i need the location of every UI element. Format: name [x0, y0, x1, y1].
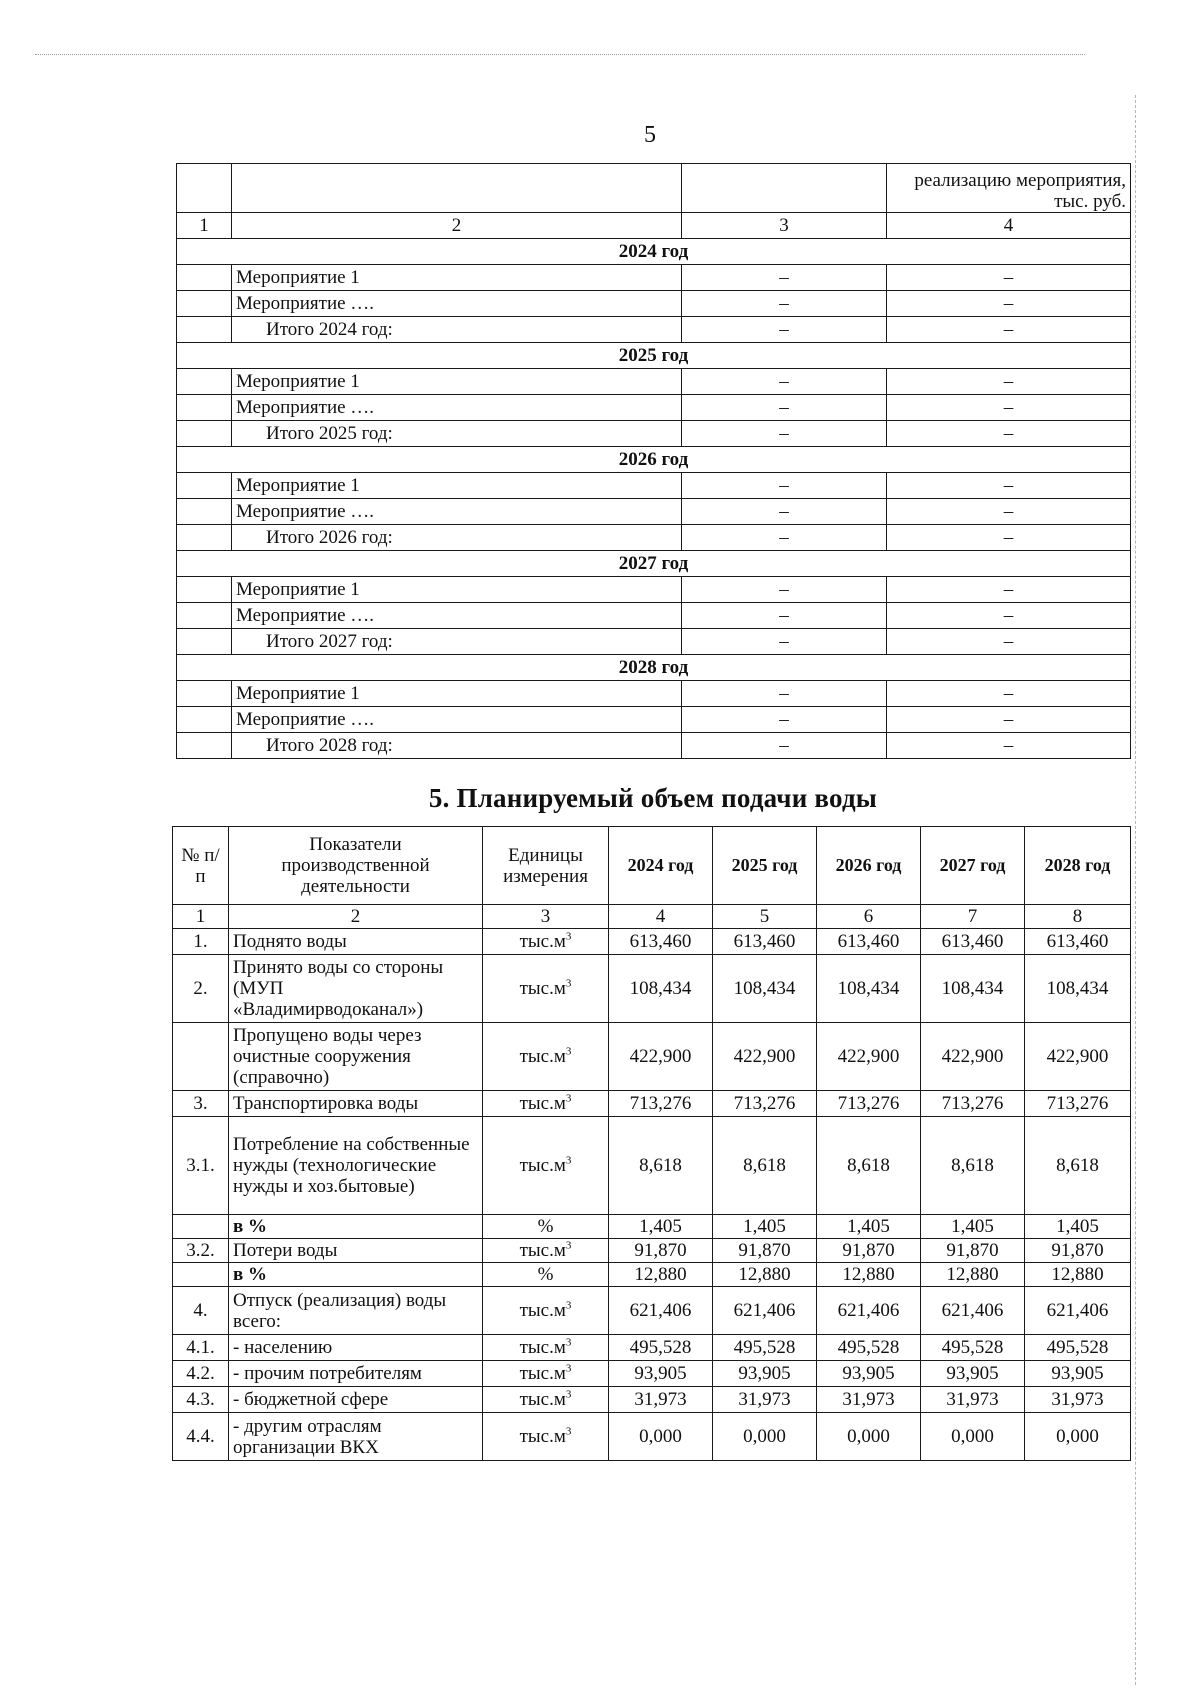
row-value: 93,905 — [713, 1361, 817, 1387]
row-value: 108,434 — [609, 955, 713, 1023]
row-value: 12,880 — [1025, 1263, 1131, 1287]
event-row — [177, 369, 1131, 395]
row-value: 621,406 — [1025, 1287, 1131, 1335]
event-total-label: Итого 2024 год: — [232, 317, 682, 343]
event-value-dash: – — [682, 473, 887, 499]
table-row — [173, 1215, 1131, 1239]
event-num-cell — [177, 473, 232, 499]
header-year-2027: 2027 год — [921, 827, 1025, 905]
header-cell-empty — [232, 164, 682, 213]
event-num-cell — [177, 525, 232, 551]
row-value: 495,528 — [921, 1335, 1025, 1361]
row-value: 91,870 — [817, 1239, 921, 1263]
row-value: 621,406 — [713, 1287, 817, 1335]
row-value: 613,460 — [921, 929, 1025, 955]
unit-text: тыс.м — [519, 1363, 566, 1384]
row-num — [173, 1215, 229, 1239]
row-value: 8,618 — [609, 1117, 713, 1215]
unit-superscript: 3 — [565, 1045, 572, 1058]
row-unit — [483, 1023, 609, 1091]
table-row — [173, 1263, 1131, 1287]
year-row — [177, 343, 1131, 369]
unit-text: тыс.м — [519, 1155, 566, 1176]
row-unit — [483, 1091, 609, 1117]
event-value-dash: – — [682, 317, 887, 343]
col-number-cell: 1 — [177, 213, 232, 239]
event-name: Мероприятие 1 — [232, 681, 682, 707]
unit-superscript: 3 — [565, 1336, 572, 1349]
event-cost-dash: – — [887, 473, 1131, 499]
row-value: 0,000 — [1025, 1413, 1131, 1461]
event-value-dash: – — [682, 707, 887, 733]
row-num: 4.1. — [173, 1335, 229, 1361]
unit-text: тыс.м — [519, 1240, 566, 1261]
event-row — [177, 707, 1131, 733]
col-number-cell: 7 — [921, 905, 1025, 929]
row-unit — [483, 1361, 609, 1387]
row-indicator: в % — [229, 1263, 483, 1287]
event-num-cell — [177, 681, 232, 707]
row-value: 613,460 — [713, 929, 817, 955]
unit-superscript: 3 — [565, 1092, 572, 1105]
row-value: 713,276 — [609, 1091, 713, 1117]
event-cost-dash: – — [887, 499, 1131, 525]
row-indicator: - другим отраслям организации ВКХ — [229, 1413, 483, 1461]
row-num: 2. — [173, 955, 229, 1023]
event-num-cell — [177, 369, 232, 395]
event-num-cell — [177, 317, 232, 343]
year-title: 2027 год — [177, 551, 1131, 577]
col-number-cell: 2 — [229, 905, 483, 929]
event-row — [177, 629, 1131, 655]
scan-edge-line — [1135, 95, 1136, 1685]
page-number: 5 — [644, 122, 656, 148]
event-cost-dash: – — [887, 369, 1131, 395]
row-value: 1,405 — [1025, 1215, 1131, 1239]
header-year-2026: 2026 год — [817, 827, 921, 905]
row-num — [173, 1023, 229, 1091]
row-value: 91,870 — [713, 1239, 817, 1263]
row-value: 713,276 — [1025, 1091, 1131, 1117]
row-value: 31,973 — [609, 1387, 713, 1413]
row-value: 8,618 — [713, 1117, 817, 1215]
row-value: 495,528 — [1025, 1335, 1131, 1361]
row-value: 8,618 — [921, 1117, 1025, 1215]
row-value: 613,460 — [817, 929, 921, 955]
row-value: 93,905 — [921, 1361, 1025, 1387]
unit-superscript: 3 — [565, 1299, 572, 1312]
event-row — [177, 291, 1131, 317]
event-row — [177, 525, 1131, 551]
row-value: 31,973 — [921, 1387, 1025, 1413]
unit-text: % — [537, 1216, 554, 1237]
row-value: 108,434 — [1025, 955, 1131, 1023]
event-cost-dash: – — [887, 291, 1131, 317]
row-value: 621,406 — [817, 1287, 921, 1335]
row-value: 31,973 — [817, 1387, 921, 1413]
row-value: 108,434 — [817, 955, 921, 1023]
row-value: 422,900 — [921, 1023, 1025, 1091]
row-num — [173, 1263, 229, 1287]
scan-artifact-line — [35, 54, 1085, 55]
event-value-dash: – — [682, 421, 887, 447]
event-name: Мероприятие 1 — [232, 369, 682, 395]
row-value: 108,434 — [713, 955, 817, 1023]
event-total-label: Итого 2025 год: — [232, 421, 682, 447]
year-row — [177, 551, 1131, 577]
event-num-cell — [177, 291, 232, 317]
year-title: 2025 год — [177, 343, 1131, 369]
unit-text: тыс.м — [519, 1300, 566, 1321]
events-table-col-numbers-row — [177, 213, 1131, 239]
row-indicator: в % — [229, 1215, 483, 1239]
unit-superscript: 3 — [565, 1388, 572, 1401]
event-cost-dash: – — [887, 577, 1131, 603]
row-value: 93,905 — [1025, 1361, 1131, 1387]
row-value: 12,880 — [817, 1263, 921, 1287]
row-indicator: Отпуск (реализация) воды всего: — [229, 1287, 483, 1335]
event-total-label: Итого 2027 год: — [232, 629, 682, 655]
row-indicator: Поднято воды — [229, 929, 483, 955]
event-row — [177, 317, 1131, 343]
water-supply-table — [172, 826, 1131, 1461]
row-value: 495,528 — [713, 1335, 817, 1361]
row-num: 4.4. — [173, 1413, 229, 1461]
event-name: Мероприятие …. — [232, 291, 682, 317]
table-row — [173, 929, 1131, 955]
year-row — [177, 447, 1131, 473]
row-value: 495,528 — [817, 1335, 921, 1361]
row-value: 621,406 — [609, 1287, 713, 1335]
table-row — [173, 1117, 1131, 1215]
row-unit — [483, 1413, 609, 1461]
row-indicator: Потери воды — [229, 1239, 483, 1263]
event-name: Мероприятие …. — [232, 707, 682, 733]
row-unit — [483, 955, 609, 1023]
row-value: 93,905 — [609, 1361, 713, 1387]
header-indicator: Показатели производственной деятельности — [229, 827, 483, 905]
water-table-header-row — [173, 827, 1131, 905]
unit-text: % — [537, 1264, 554, 1285]
row-unit — [483, 1387, 609, 1413]
year-title: 2024 год — [177, 239, 1131, 265]
row-value: 621,406 — [921, 1287, 1025, 1335]
event-row — [177, 577, 1131, 603]
event-name: Мероприятие 1 — [232, 577, 682, 603]
event-row — [177, 421, 1131, 447]
event-name: Мероприятие 1 — [232, 265, 682, 291]
row-value: 713,276 — [921, 1091, 1025, 1117]
row-num: 3.1. — [173, 1117, 229, 1215]
unit-text: тыс.м — [519, 1426, 566, 1447]
col-number-cell: 2 — [232, 213, 682, 239]
event-name: Мероприятие …. — [232, 395, 682, 421]
row-indicator: Потребление на собственные нужды (технологические нужды и хоз.бытовые) — [229, 1117, 483, 1215]
event-num-cell — [177, 629, 232, 655]
row-value: 0,000 — [921, 1413, 1025, 1461]
header-cell-empty — [177, 164, 232, 213]
event-cost-dash: – — [887, 421, 1131, 447]
row-value: 495,528 — [609, 1335, 713, 1361]
section-title: 5. Планируемый объем подачи воды — [428, 783, 878, 813]
col-number-cell: 4 — [887, 213, 1131, 239]
row-value: 108,434 — [921, 955, 1025, 1023]
row-value: 713,276 — [713, 1091, 817, 1117]
row-value: 422,900 — [817, 1023, 921, 1091]
event-value-dash: – — [682, 629, 887, 655]
table-row — [173, 1387, 1131, 1413]
row-value: 1,405 — [921, 1215, 1025, 1239]
table-row — [173, 1023, 1131, 1091]
row-value: 0,000 — [817, 1413, 921, 1461]
row-num: 1. — [173, 929, 229, 955]
event-value-dash: – — [682, 369, 887, 395]
row-indicator: - прочим потребителям — [229, 1361, 483, 1387]
row-unit — [483, 1117, 609, 1215]
col-number-cell: 8 — [1025, 905, 1131, 929]
event-num-cell — [177, 733, 232, 759]
row-value: 0,000 — [609, 1413, 713, 1461]
header-cell-empty — [682, 164, 887, 213]
event-row — [177, 603, 1131, 629]
event-total-label: Итого 2026 год: — [232, 525, 682, 551]
unit-superscript: 3 — [565, 1239, 572, 1252]
event-cost-dash: – — [887, 681, 1131, 707]
row-value: 1,405 — [817, 1215, 921, 1239]
event-cost-dash: – — [887, 733, 1131, 759]
row-value: 422,900 — [609, 1023, 713, 1091]
event-name: Мероприятие …. — [232, 603, 682, 629]
event-value-dash: – — [682, 603, 887, 629]
col-number-cell: 4 — [609, 905, 713, 929]
row-unit — [483, 1239, 609, 1263]
row-value: 8,618 — [1025, 1117, 1131, 1215]
year-title: 2026 год — [177, 447, 1131, 473]
water-table-col-numbers-row — [173, 905, 1131, 929]
event-cost-dash: – — [887, 629, 1131, 655]
row-value: 91,870 — [1025, 1239, 1131, 1263]
row-value: 8,618 — [817, 1117, 921, 1215]
event-num-cell — [177, 421, 232, 447]
event-cost-dash: – — [887, 395, 1131, 421]
row-num: 4. — [173, 1287, 229, 1335]
event-num-cell — [177, 577, 232, 603]
row-unit — [483, 929, 609, 955]
unit-text: тыс.м — [519, 931, 566, 952]
event-value-dash: – — [682, 681, 887, 707]
table-row — [173, 955, 1131, 1023]
table-row — [173, 1335, 1131, 1361]
row-value: 422,900 — [713, 1023, 817, 1091]
row-value: 0,000 — [713, 1413, 817, 1461]
col-number-cell: 6 — [817, 905, 921, 929]
header-num: № п/п — [173, 827, 229, 905]
year-row — [177, 239, 1131, 265]
table-row — [173, 1091, 1131, 1117]
row-value: 31,973 — [1025, 1387, 1131, 1413]
row-indicator: Транспортировка воды — [229, 1091, 483, 1117]
event-value-dash: – — [682, 499, 887, 525]
event-value-dash: – — [682, 395, 887, 421]
unit-text: тыс.м — [519, 978, 566, 999]
event-num-cell — [177, 603, 232, 629]
unit-superscript: 3 — [565, 1154, 572, 1167]
table-row — [173, 1413, 1131, 1461]
col-number-cell: 3 — [682, 213, 887, 239]
row-value: 1,405 — [609, 1215, 713, 1239]
event-num-cell — [177, 499, 232, 525]
row-value: 422,900 — [1025, 1023, 1131, 1091]
event-row — [177, 473, 1131, 499]
unit-text: тыс.м — [519, 1093, 566, 1114]
row-unit — [483, 1263, 609, 1287]
row-unit — [483, 1215, 609, 1239]
event-value-dash: – — [682, 525, 887, 551]
table-row — [173, 1239, 1131, 1263]
event-name: Мероприятие 1 — [232, 473, 682, 499]
table-row — [173, 1361, 1131, 1387]
row-value: 91,870 — [609, 1239, 713, 1263]
header-year-2024: 2024 год — [609, 827, 713, 905]
row-indicator: Пропущено воды через очистные сооружения (справочно) — [229, 1023, 483, 1091]
row-value: 91,870 — [921, 1239, 1025, 1263]
event-value-dash: – — [682, 291, 887, 317]
event-cost-dash: – — [887, 603, 1131, 629]
unit-text: тыс.м — [519, 1337, 566, 1358]
event-num-cell — [177, 265, 232, 291]
unit-superscript: 3 — [565, 1425, 572, 1438]
event-cost-dash: – — [887, 265, 1131, 291]
header-year-2025: 2025 год — [713, 827, 817, 905]
event-num-cell — [177, 707, 232, 733]
event-row — [177, 499, 1131, 525]
col-number-cell: 3 — [483, 905, 609, 929]
header-unit: Единицы измерения — [483, 827, 609, 905]
row-value: 12,880 — [921, 1263, 1025, 1287]
event-row — [177, 733, 1131, 759]
row-value: 12,880 — [713, 1263, 817, 1287]
row-num: 4.2. — [173, 1361, 229, 1387]
table-row — [173, 1287, 1131, 1335]
row-value: 31,973 — [713, 1387, 817, 1413]
row-indicator: - населению — [229, 1335, 483, 1361]
events-table — [176, 163, 1131, 759]
row-indicator: - бюджетной сфере — [229, 1387, 483, 1413]
row-value: 713,276 — [817, 1091, 921, 1117]
event-value-dash: – — [682, 733, 887, 759]
year-row — [177, 655, 1131, 681]
header-year-2028: 2028 год — [1025, 827, 1131, 905]
row-value: 93,905 — [817, 1361, 921, 1387]
unit-superscript: 3 — [565, 1362, 572, 1375]
event-row — [177, 265, 1131, 291]
event-total-label: Итого 2028 год: — [232, 733, 682, 759]
event-row — [177, 681, 1131, 707]
col-number-cell: 1 — [173, 905, 229, 929]
row-unit — [483, 1287, 609, 1335]
unit-text: тыс.м — [519, 1046, 566, 1067]
event-num-cell — [177, 395, 232, 421]
row-num: 3.2. — [173, 1239, 229, 1263]
unit-superscript: 3 — [565, 977, 572, 990]
event-name: Мероприятие …. — [232, 499, 682, 525]
event-row — [177, 395, 1131, 421]
row-value: 613,460 — [609, 929, 713, 955]
header-cell-cost: реализацию мероприятия, тыс. руб. — [887, 164, 1131, 213]
event-value-dash: – — [682, 265, 887, 291]
unit-superscript: 3 — [565, 930, 572, 943]
events-table-header-row — [177, 164, 1131, 213]
event-cost-dash: – — [887, 525, 1131, 551]
row-value: 613,460 — [1025, 929, 1131, 955]
row-num: 3. — [173, 1091, 229, 1117]
unit-text: тыс.м — [519, 1389, 566, 1410]
row-num: 4.3. — [173, 1387, 229, 1413]
row-value: 1,405 — [713, 1215, 817, 1239]
row-indicator: Принято воды со стороны (МУП «Владимирводоканал») — [229, 955, 483, 1023]
row-unit — [483, 1335, 609, 1361]
row-value: 12,880 — [609, 1263, 713, 1287]
event-value-dash: – — [682, 577, 887, 603]
event-cost-dash: – — [887, 317, 1131, 343]
col-number-cell: 5 — [713, 905, 817, 929]
year-title: 2028 год — [177, 655, 1131, 681]
event-cost-dash: – — [887, 707, 1131, 733]
